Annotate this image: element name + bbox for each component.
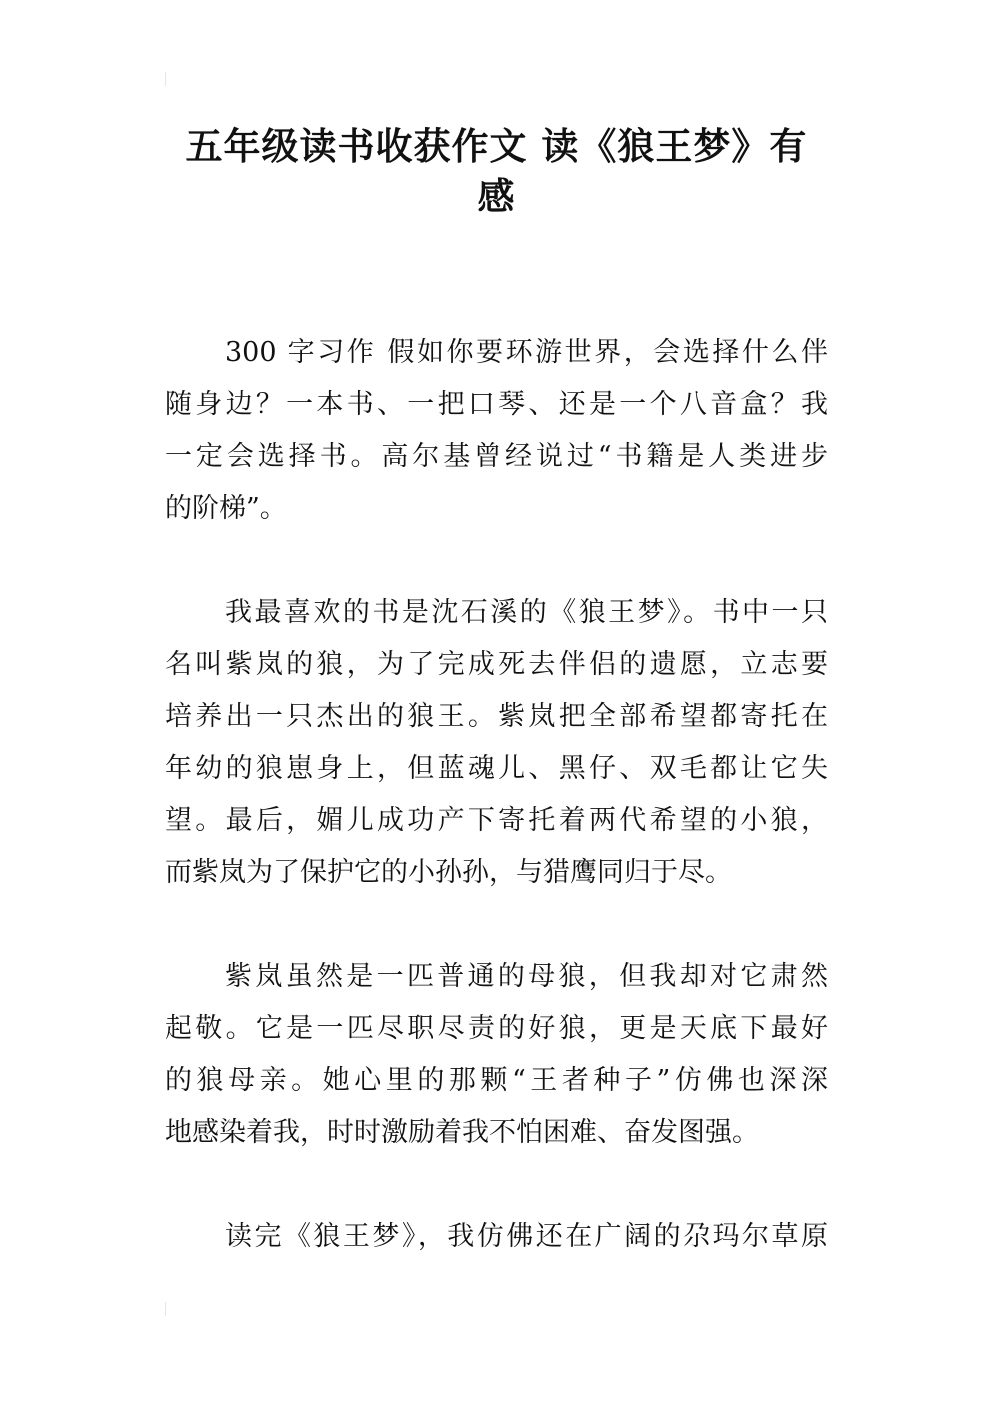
text-line: 培养出一只杰出的狼王。紫岚把全部希望都寄托在 (165, 701, 828, 732)
text-line: 名叫紫岚的狼，为了完成死去伴侣的遗愿，立志要 (165, 649, 828, 680)
text-line: 紫岚虽然是一匹普通的母狼，但我却对它肃然 (225, 961, 828, 992)
paragraph-1 (165, 327, 828, 535)
text-line: 随身边？一本书、一把口琴、还是一个八音盒？我 (165, 389, 828, 420)
text-line: 300 字习作 假如你要环游世界，会选择什么伴 (225, 337, 828, 368)
text-line: 起敬。它是一匹尽职尽责的好狼，更是天底下最好 (165, 1013, 828, 1044)
text-line: 的阶梯”。 (165, 493, 287, 524)
text-line: 地感染着我，时时激励着我不怕困难、奋发图强。 (165, 1117, 759, 1148)
text-line: 年幼的狼崽身上，但蓝魂儿、黑仔、双毛都让它失 (165, 753, 828, 784)
text-line: 我最喜欢的书是沈石溪的《狼王梦》。书中一只 (225, 597, 828, 628)
text-line: 而紫岚为了保护它的小孙孙，与猎鹰同归于尽。 (165, 857, 732, 888)
text-line: 望。最后，媚儿成功产下寄托着两代希望的小狼， (165, 805, 828, 836)
document-title (165, 122, 828, 222)
page-corner-mark-top (165, 72, 166, 86)
paragraph-2 (165, 587, 828, 899)
title-line: 感 (477, 175, 516, 218)
text-line: 读完《狼王梦》，我仿佛还在广阔的尕玛尔草原 (225, 1221, 828, 1252)
paragraph-4 (165, 1211, 828, 1263)
text-line: 的狼母亲。她心里的那颗“王者种子”仿佛也深深 (165, 1065, 828, 1096)
page-corner-mark-bottom (165, 1302, 166, 1316)
text-line: 一定会选择书。高尔基曾经说过“书籍是人类进步 (165, 441, 828, 472)
title-line: 五年级读书收获作文 读《狼王梦》有 (185, 125, 808, 168)
paragraph-3 (165, 951, 828, 1159)
